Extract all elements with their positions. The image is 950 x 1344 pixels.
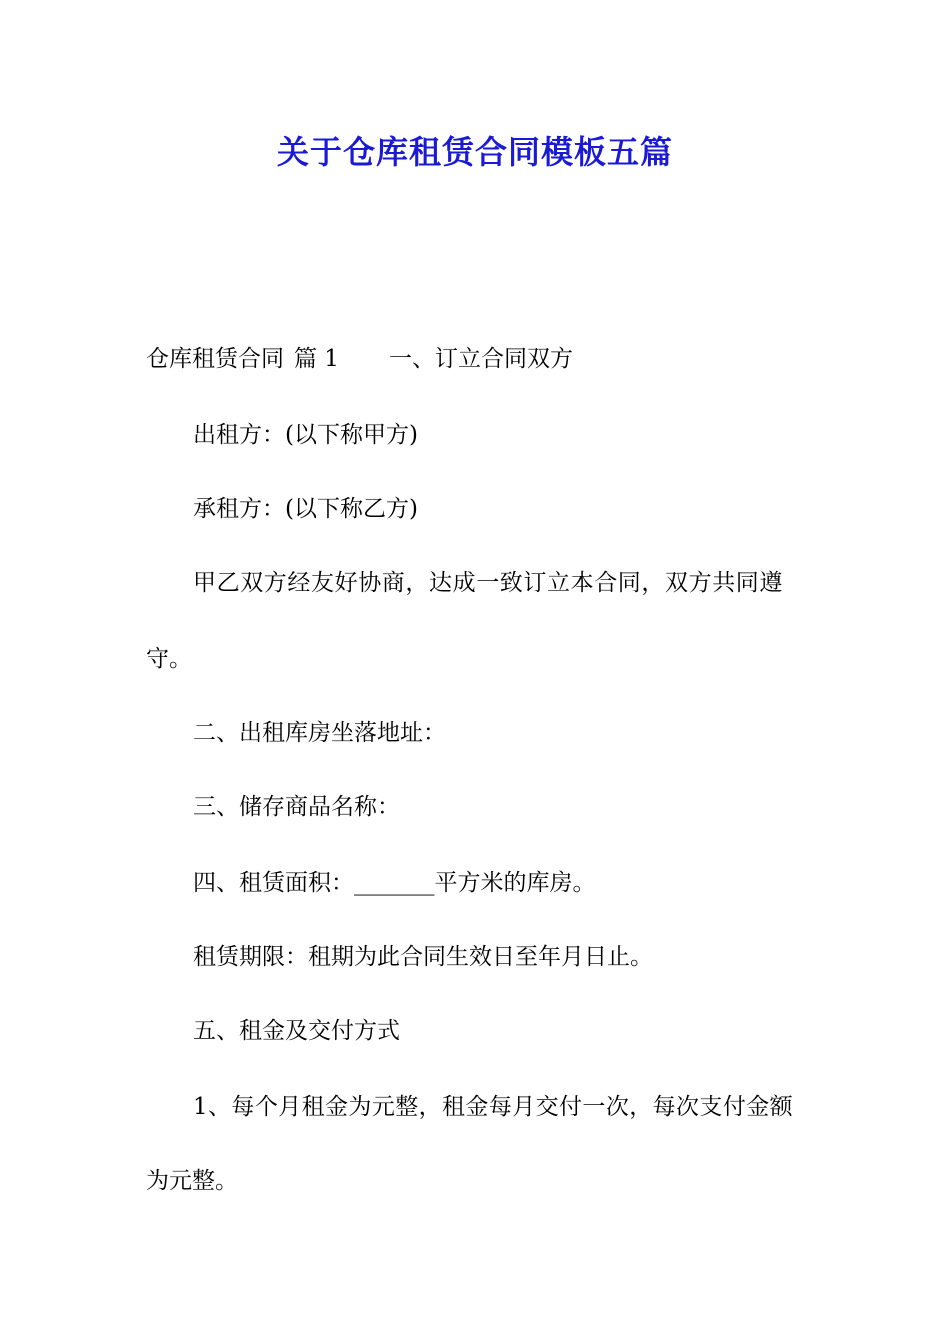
clause-parties-heading: 一、订立合同双方 [388,346,573,372]
clause-rent-heading: 五、租金及交付方式 [193,1018,400,1044]
lessee-line: 承租方：(以下称乙方) [193,496,418,522]
rent-item-1-line-1: 1、每个月租金为元整，租金每月交付一次，每次支付金额 [193,1094,794,1120]
clause-area: 四、租赁面积：_______平方米的库房。 [193,870,596,896]
clause-goods-name: 三、储存商品名称： [193,794,400,820]
clause-term: 租赁期限：租期为此合同生效日至年月日止。 [193,944,653,970]
document-title: 关于仓库租赁合同模板五篇 [276,133,673,171]
part-label: 篇 1 [294,346,339,372]
contract-name: 仓库租赁合同 [146,346,284,372]
rent-item-1-line-2: 为元整。 [146,1168,238,1194]
agreement-paragraph-line-2: 守。 [146,646,192,672]
agreement-paragraph-line-1: 甲乙双方经友好协商，达成一致订立本合同，双方共同遵 [193,570,783,596]
clause-address: 二、出租库房坐落地址： [193,720,446,746]
section-heading [146,344,573,374]
lessor-line: 出租方：(以下称甲方) [193,422,418,448]
